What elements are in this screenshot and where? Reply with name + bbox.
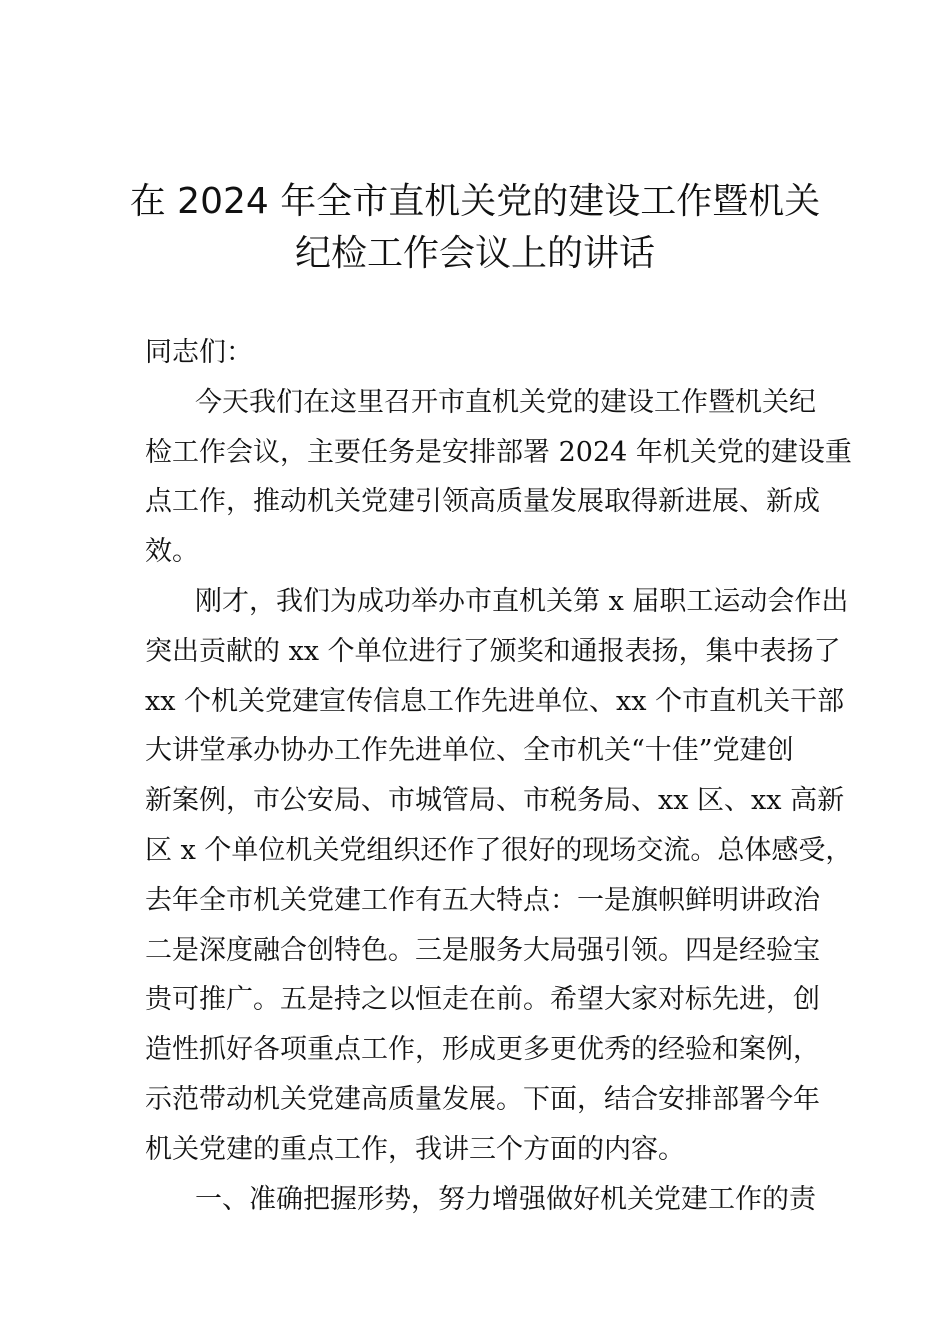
title-line-1: 在 2024 年全市直机关党的建设工作暨机关 [129, 181, 821, 222]
paragraph-line: 大讲堂承办协办工作先进单位、全市机关“十佳”党建创 [145, 735, 794, 767]
paragraph-line: 机关党建的重点工作，我讲三个方面的内容。 [145, 1133, 685, 1165]
salutation-line: 同志们： [145, 337, 253, 368]
salutation [145, 328, 810, 378]
paragraph-line: 刚才，我们为成功举办市直机关第 x 届职工运动会作出 [195, 585, 849, 617]
paragraph-line: 新案例，市公安局、市城管局、市税务局、xx 区、xx 高新 [145, 785, 845, 817]
paragraph-line: xx 个机关党建宣传信息工作先进单位、xx 个市直机关干部 [145, 685, 845, 717]
paragraph-line: 去年全市机关党建工作有五大特点：一是旗帜鲜明讲政治 [145, 884, 820, 916]
paragraph-review [145, 577, 853, 1175]
paragraph-line: 突出贡献的 xx 个单位进行了颁奖和通报表扬，集中表扬了 [145, 635, 841, 667]
document-body [145, 328, 853, 1224]
paragraph-line: 今天我们在这里召开市直机关党的建设工作暨机关纪 [195, 386, 816, 418]
paragraph-line: 示范带动机关党建高质量发展。下面，结合安排部署今年 [145, 1083, 820, 1115]
paragraph-line: 造性抓好各项重点工作，形成更多更优秀的经验和案例， [145, 1034, 820, 1066]
title-line-2: 纪检工作会议上的讲话 [294, 233, 655, 274]
section-heading-line: 一、准确把握形势，努力增强做好机关党建工作的责 [195, 1183, 816, 1215]
paragraph-line: 二是深度融合创特色。三是服务大局强引领。四是经验宝 [145, 934, 820, 966]
document-title [120, 176, 830, 280]
paragraph-line: 检工作会议，主要任务是安排部署 2024 年机关党的建设重 [145, 436, 852, 468]
paragraph-line: 区 x 个单位机关党组织还作了很好的现场交流。总体感受， [145, 834, 853, 866]
paragraph-line: 点工作，推动机关党建引领高质量发展取得新进展、新成 [145, 486, 820, 518]
paragraph-line: 效。 [145, 536, 199, 568]
section-heading [145, 1175, 816, 1225]
paragraph-intro [145, 378, 852, 577]
paragraph-line: 贵可推广。五是持之以恒走在前。希望大家对标先进，创 [145, 984, 820, 1016]
